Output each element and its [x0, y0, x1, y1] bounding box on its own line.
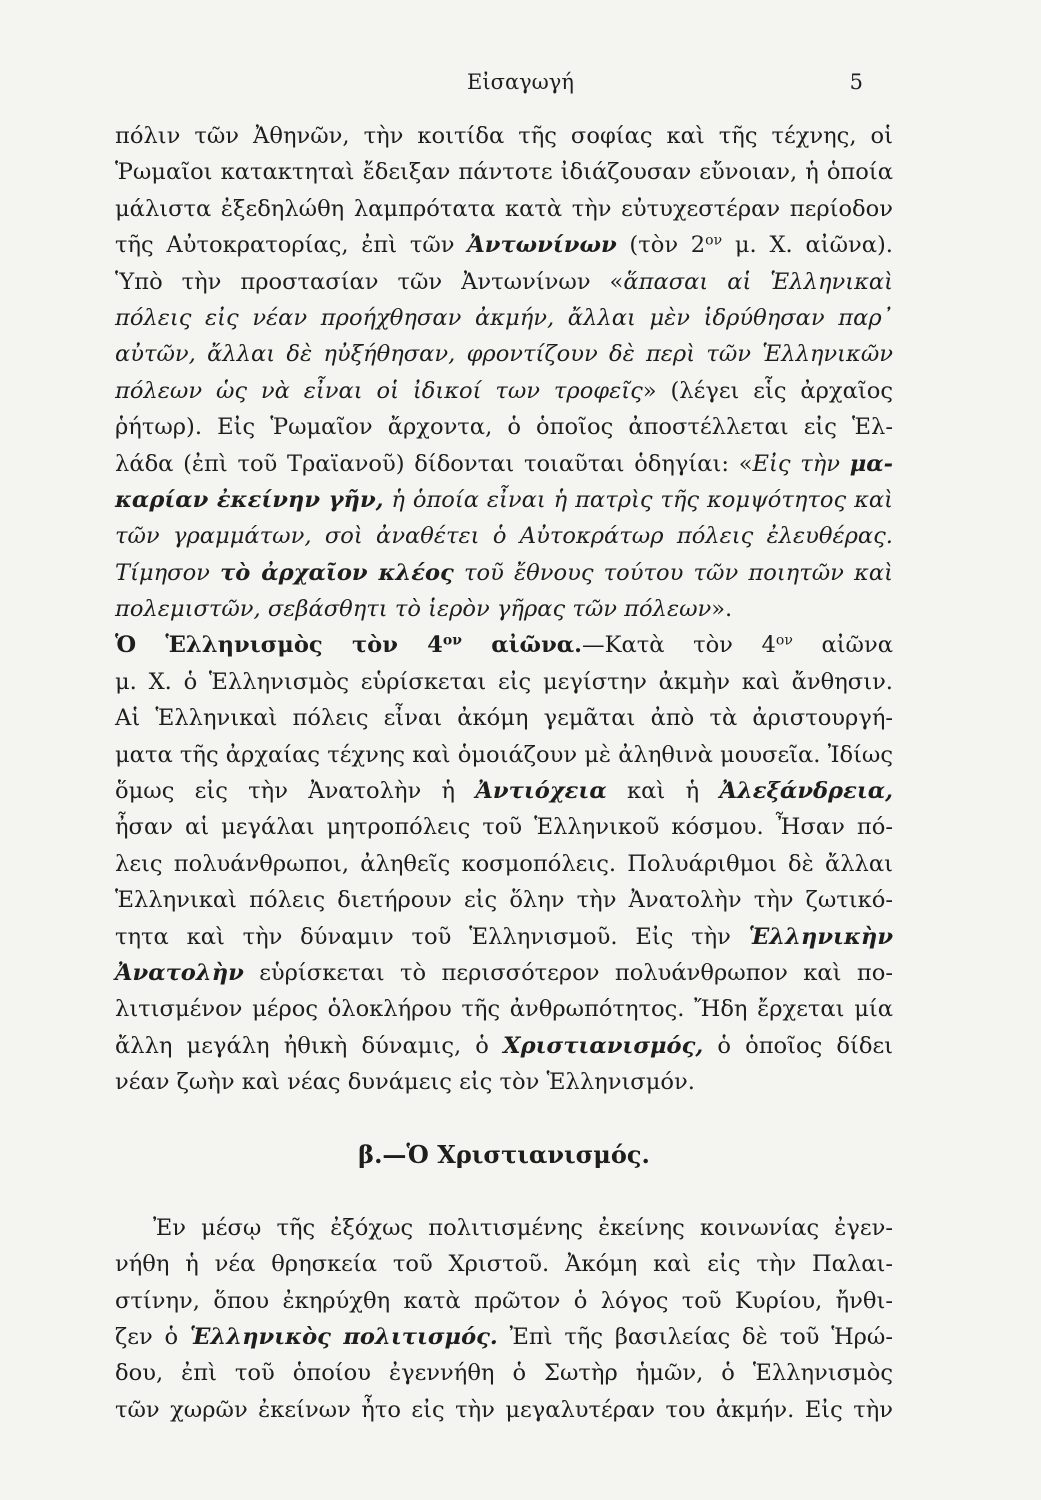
chapter-title: Εἰσαγωγή — [467, 70, 574, 94]
text-line: τῆς Αὐτοκρατορίας, ἐπὶ τῶν Ἀντωνίνων (τὸν $2^{o\nu}$ μ. Χ. αἰῶνα). — [115, 232, 893, 259]
text-line: ζεν ὁ Ἑλληνικὸς πολιτισμός. Ἐπὶ τῆς βασιλείας δὲ τοῦ Ἡρώ- — [115, 1323, 893, 1350]
section-heading-line: Ὁ Ἑλληνισμὸς τὸν $4^{o\nu}$ αἰῶνα.—Κατὰ τὸν $4^{o\nu}$ αἰῶνα — [115, 632, 893, 659]
text-line: νήθη ἡ νέα θρησκεία τοῦ Χριστοῦ. Ἀκόμη καὶ εἰς τὴν Παλαι- — [115, 1251, 893, 1278]
text-line: τῶν χωρῶν ἐκείνων ἦτο εἰς τὴν μεγαλυτέραν του ἀκμήν. Εἰς τὴν — [115, 1396, 893, 1423]
text-line: Ἐν μέσῳ τῆς ἐξόχως πολιτισμένης ἐκείνης κοινωνίας ἐγεν- — [153, 1214, 893, 1241]
text-line: ματα τῆς ἀρχαίας τέχνης καὶ ὁμοιάζουν μὲ ἀληθινὰ μουσεῖα. Ἰδίως — [115, 741, 893, 768]
text-line: στίνην, ὅπου ἐκηρύχθη κατὰ πρῶτον ὁ λόγος τοῦ Κυρίου, ἤνθι- — [115, 1287, 893, 1314]
body-text — [115, 118, 893, 1428]
text-line: δου, ἐπὶ τοῦ ὁποίου ἐγεννήθη ὁ Σωτὴρ ἡμῶν, ὁ Ἑλληνισμὸς — [115, 1360, 893, 1387]
text-line: Ἑλληνικαὶ πόλεις διετήρουν εἰς ὅλην τὴν Ἀνατολὴν τὴν ζωτικό- — [115, 887, 893, 914]
spacer — [115, 1101, 893, 1137]
section-heading-christianity: β.—Ὁ Χριστιανισμός. — [358, 1139, 650, 1169]
text-line: καρίαν ἐκείνην γῆν, ἡ ὁποία εἶναι ἡ πατρὶς τῆς κομψότητος καὶ — [115, 486, 894, 513]
text-line: μάλιστα ἐξεδηλώθη λαμπρότατα κατὰ τὴν εὐτυχεστέραν περίοδον — [115, 195, 893, 222]
text-line: Ὑπὸ τὴν προστασίαν τῶν Ἀντωνίνων «ἅπασαι αἱ Ἑλληνικαὶ — [115, 268, 894, 295]
text-line: ἦσαν αἱ μεγάλαι μητροπόλεις τοῦ Ἑλληνικοῦ κόσμου. Ἦσαν πό- — [115, 814, 893, 841]
text-line: ἄλλη μεγάλη ἠθικὴ δύναμις, ὁ Χριστιανισμός, ὁ ὁποῖος δίδει — [115, 1032, 894, 1059]
text-line: λεις πολυάνθρωποι, ἀληθεῖς κοσμοπόλεις. Πολυάριθμοι δὲ ἄλλαι — [115, 850, 893, 877]
text-line: μ. Χ. ὁ Ἑλληνισμὸς εὑρίσκεται εἰς μεγίστην ἀκμὴν καὶ ἄνθησιν. — [115, 668, 893, 695]
text-line: πολεμιστῶν, σεβάσθητι τὸ ἱερὸν γῆρας τῶν πόλεων». — [115, 596, 733, 623]
running-header — [0, 70, 1041, 104]
text-line: λάδα (ἐπὶ τοῦ Τραϊανοῦ) δίδονται τοιαῦται ὁδηγίαι: «Εἰς τὴν μα- — [115, 450, 893, 477]
text-line: Ἀνατολὴν εὑρίσκεται τὸ περισσότερον πολυάνθρωπον καὶ πο- — [115, 959, 893, 986]
text-line: ὅμως εἰς τὴν Ἀνατολὴν ἡ Ἀντιόχεια καὶ ἡ Ἀλεξάνδρεια, — [115, 778, 894, 805]
text-line: τῶν γραμμάτων, σοὶ ἀναθέτει ὁ Αὐτοκράτωρ πόλεις ἐλευθέρας. — [115, 523, 893, 550]
text-line: λιτισμένον μέρος ὁλοκλήρου τῆς ἀνθρωπότητος. Ἤδη ἔρχεται μία — [115, 996, 893, 1023]
emphasis-antonines: Ἀντωνίνων — [467, 232, 617, 259]
text-line: Ῥωμαῖοι κατακτηταὶ ἔδειξαν πάντοτε ἰδιάζουσαν εὔνοιαν, ἡ ὁποία — [115, 159, 893, 186]
text-line: νέαν ζωὴν καὶ νέας δυνάμεις εἰς τὸν Ἑλληνισμόν. — [115, 1069, 695, 1096]
text-line: πόλεις εἰς νέαν προήχθησαν ἀκμήν, ἄλλαι μὲν ἱδρύθησαν παρ᾽ — [115, 304, 893, 331]
section-heading-hellenism: Ὁ Ἑλληνισμὸς τὸν $4^{o\nu}$ αἰῶνα. — [115, 632, 582, 659]
text-line: πόλεων ὡς νὰ εἶναι οἱ ἰδικοί των τροφεῖς» (λέγει εἷς ἀρχαῖος — [115, 377, 893, 404]
text-line: ῥήτωρ). Εἰς Ῥωμαῖον ἄρχοντα, ὁ ὁποῖος ἀποστέλλεται εἰς Ἑλ- — [115, 414, 893, 441]
text-line: Τίμησον τὸ ἀρχαῖον κλέος τοῦ ἔθνους τούτου τῶν ποιητῶν καὶ — [115, 559, 893, 586]
spacer — [115, 1173, 893, 1209]
page-number: 5 — [849, 70, 863, 94]
text-line: Αἱ Ἑλληνικαὶ πόλεις εἶναι ἀκόμη γεμᾶται ἀπὸ τὰ ἀριστουργή- — [115, 705, 893, 732]
text-line: τητα καὶ τὴν δύναμιν τοῦ Ἑλληνισμοῦ. Εἰς τὴν Ἑλληνικὴν — [115, 923, 894, 950]
text-line: πόλιν τῶν Ἀθηνῶν, τὴν κοιτίδα τῆς σοφίας καὶ τῆς τέχνης, οἱ — [115, 123, 893, 149]
text-line: αὐτῶν, ἄλλαι δὲ ηὐξήθησαν, φροντίζουν δὲ περὶ τῶν Ἑλληνικῶν — [115, 341, 893, 368]
